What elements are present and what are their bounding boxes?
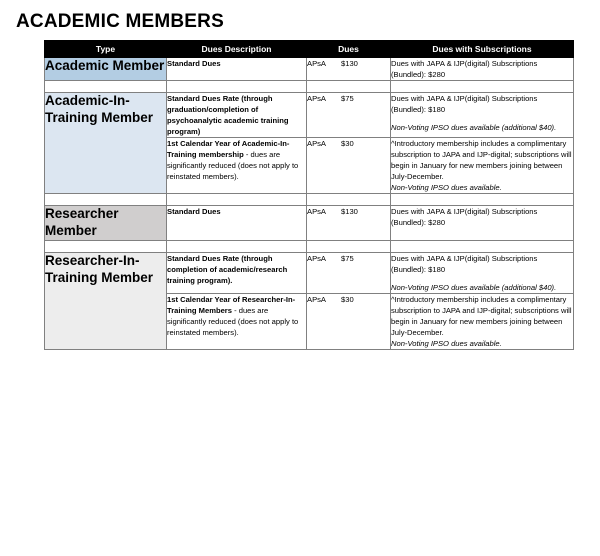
academic-members-dues-table <box>44 40 574 350</box>
page-title: ACADEMIC MEMBERS <box>16 11 224 32</box>
group-spacer-row <box>45 81 574 93</box>
dues-organization: APsA <box>307 294 326 304</box>
group-spacer-row <box>45 240 574 252</box>
spacer-cell <box>45 81 167 93</box>
dues-amount-cell <box>307 206 391 241</box>
spacer-cell <box>391 194 574 206</box>
dues-organization: APsA <box>307 207 326 217</box>
subscription-detail: ^Introductory membership includes a complimentary subscription to JAPA and IJP-digital; subscriptions will begin in January for new members joining between July-December. <box>391 294 572 337</box>
dues-description <box>167 293 307 349</box>
dues-organization: APsA <box>307 253 326 263</box>
dues-description-bold: 1st Calendar Year of Academic-In-Training membership <box>167 139 290 160</box>
subscription-note: Non-Voting IPSO dues available. <box>391 338 502 348</box>
dues-table-container <box>44 40 573 350</box>
spacer-cell <box>167 81 307 93</box>
table-row <box>45 252 574 293</box>
dues-amount-cell <box>307 58 391 81</box>
dues-amount: $130 <box>341 207 358 217</box>
spacer-cell <box>167 240 307 252</box>
dues-amount: $75 <box>341 253 354 263</box>
dues-with-subscriptions-cell <box>391 93 574 138</box>
group-spacer-row <box>45 194 574 206</box>
subscription-detail: Dues with JAPA & IJP(digital) Subscriptions (Bundled): $180 <box>391 94 538 115</box>
subscription-detail: Dues with JAPA & IJP(digital) Subscriptions (Bundled): $180 <box>391 253 538 274</box>
dues-amount-cell <box>307 93 391 138</box>
subscription-detail: Dues with JAPA & IJP(digital) Subscriptions (Bundled): $280 <box>391 59 538 80</box>
table-row <box>45 58 574 81</box>
dues-with-subscriptions-cell <box>391 58 574 81</box>
spacer-cell <box>167 194 307 206</box>
spacer-cell <box>391 81 574 93</box>
dues-description <box>167 252 307 293</box>
subscription-detail: ^Introductory membership includes a complimentary subscription to JAPA and IJP-digital; subscriptions will begin in January for new members joining between July-December. <box>391 139 572 182</box>
member-type-researcher-member: Researcher Member <box>45 206 167 241</box>
dues-amount: $130 <box>341 59 358 69</box>
dues-description-rest: - dues are significantly reduced (does not apply to reinstated members). <box>167 305 299 337</box>
column-header-subscriptions: Dues with Subscriptions <box>391 41 574 58</box>
subscription-detail: Dues with JAPA & IJP(digital) Subscriptions (Bundled): $280 <box>391 207 538 228</box>
dues-amount: $75 <box>341 94 354 104</box>
dues-description <box>167 93 307 138</box>
column-header-description: Dues Description <box>167 41 307 58</box>
dues-amount-cell <box>307 138 391 194</box>
dues-description-rest: - dues are significantly reduced (does not apply to reinstated members). <box>167 150 299 182</box>
column-header-dues: Dues <box>307 41 391 58</box>
spacer <box>391 115 573 122</box>
dues-amount-cell <box>307 293 391 349</box>
dues-description-bold: 1st Calendar Year of Researcher-In-Training Members <box>167 294 296 315</box>
dues-description-bold: Standard Dues <box>167 59 221 69</box>
table-row <box>45 206 574 241</box>
dues-amount: $30 <box>341 294 354 304</box>
dues-organization: APsA <box>307 94 326 104</box>
member-type-academic-in-training-member: Academic-In-Training Member <box>45 93 167 194</box>
subscription-note: Non-Voting IPSO dues available (additional $40). <box>391 282 557 292</box>
dues-description <box>167 206 307 241</box>
dues-description <box>167 58 307 81</box>
table-row <box>45 93 574 138</box>
spacer-cell <box>391 240 574 252</box>
dues-description-bold: Standard Dues Rate (through completion of academic/research training program). <box>167 253 288 285</box>
column-header-type: Type <box>45 41 167 58</box>
dues-with-subscriptions-cell <box>391 206 574 241</box>
dues-description-bold: Standard Dues <box>167 207 221 217</box>
dues-description <box>167 138 307 194</box>
spacer-cell <box>307 194 391 206</box>
dues-with-subscriptions-cell <box>391 138 574 194</box>
dues-organization: APsA <box>307 139 326 149</box>
dues-description-bold: Standard Dues Rate (through graduation/completion of psychoanalytic academic training program) <box>167 94 289 137</box>
subscription-note: Non-Voting IPSO dues available (additional $40). <box>391 123 557 133</box>
member-type-researcher-in-training-member: Researcher-In-Training Member <box>45 252 167 349</box>
spacer-cell <box>307 81 391 93</box>
spacer-cell <box>45 194 167 206</box>
table-header-row <box>45 41 574 58</box>
spacer-cell <box>45 240 167 252</box>
dues-with-subscriptions-cell <box>391 252 574 293</box>
dues-amount-cell <box>307 252 391 293</box>
dues-organization: APsA <box>307 59 326 69</box>
dues-amount: $30 <box>341 139 354 149</box>
member-type-academic-member: Academic Member <box>45 58 167 81</box>
subscription-note: Non-Voting IPSO dues available. <box>391 183 502 193</box>
dues-with-subscriptions-cell <box>391 293 574 349</box>
spacer <box>391 275 573 282</box>
spacer-cell <box>307 240 391 252</box>
